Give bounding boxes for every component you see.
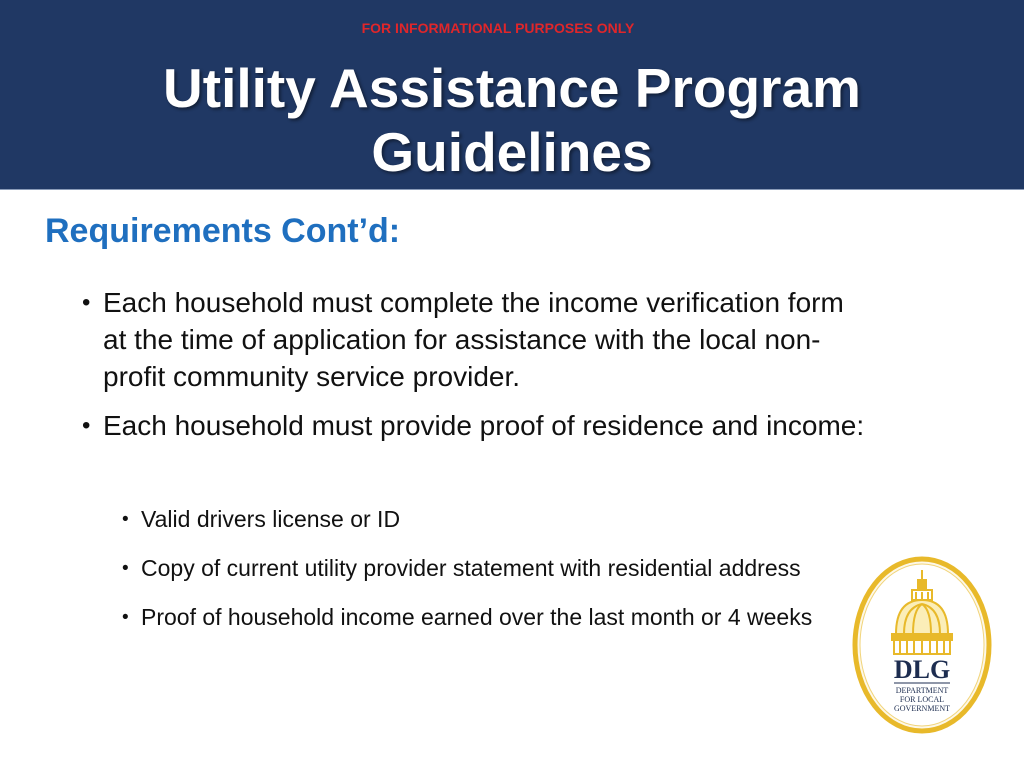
slide-title xyxy=(0,56,1024,184)
bullet-dot-icon: • xyxy=(82,289,91,316)
bullet-dot-icon: • xyxy=(82,412,91,439)
bullet-text: Each household must complete the income verification form at the time of application for assistance with the local non-profit community service provider. xyxy=(103,287,844,392)
bullet-text: Each household must provide proof of residence and income: xyxy=(103,410,865,441)
sub-bullet-text: Copy of current utility provider statement with residential address xyxy=(141,555,801,581)
logo-line-1: DEPARTMENT xyxy=(895,686,949,695)
bullet-dot-icon: • xyxy=(122,509,129,530)
bullet-dot-icon: • xyxy=(122,558,129,579)
disclaimer-text: FOR INFORMATIONAL PURPOSES ONLY xyxy=(361,20,635,36)
logo-line-3: GOVERNMENT xyxy=(894,704,950,713)
bullet-list xyxy=(80,284,870,456)
title-line-2: Guidelines xyxy=(371,121,653,183)
logo-line-2: FOR LOCAL xyxy=(899,695,945,704)
header-banner xyxy=(0,0,1024,190)
sub-bullet-list xyxy=(120,504,835,651)
section-heading: Requirements Cont’d: xyxy=(45,212,401,250)
logo-abbrev: DLG xyxy=(893,655,951,684)
sub-bullet-item xyxy=(120,504,835,535)
title-line-1: Utility Assistance Program xyxy=(163,57,861,119)
bullet-dot-icon: • xyxy=(122,607,129,628)
dlg-logo xyxy=(852,556,992,734)
bullet-item xyxy=(80,284,870,395)
sub-bullet-text: Valid drivers license or ID xyxy=(141,506,401,532)
bullet-item xyxy=(80,407,870,444)
sub-bullet-item xyxy=(120,553,835,584)
sub-bullet-text: Proof of household income earned over the last month or 4 weeks xyxy=(141,604,813,630)
sub-bullet-item xyxy=(120,602,835,633)
